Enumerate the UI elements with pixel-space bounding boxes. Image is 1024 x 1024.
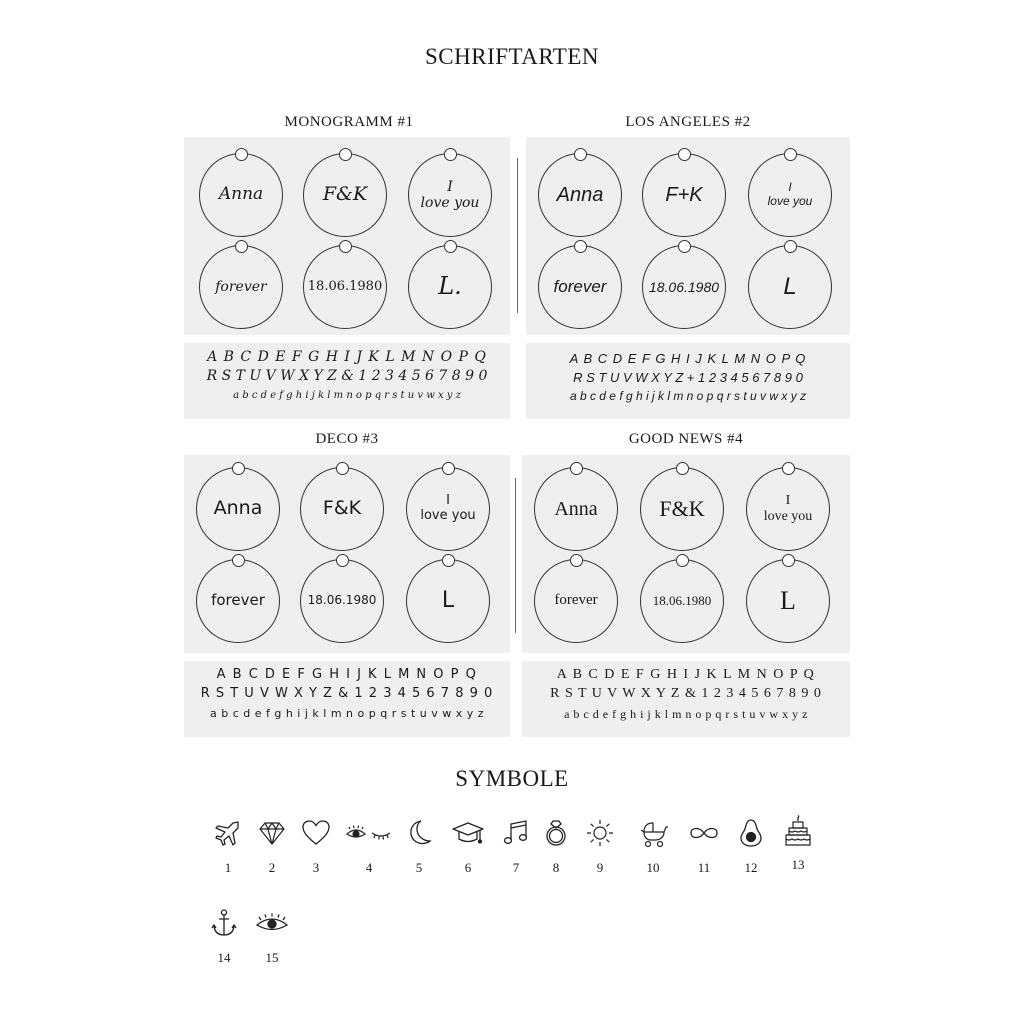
tag: L bbox=[746, 559, 830, 643]
tag: 18.06.1980 bbox=[642, 245, 726, 329]
font-panel-los-angeles bbox=[526, 137, 850, 335]
symbol-11: 11 bbox=[684, 818, 724, 876]
anchor-icon bbox=[209, 908, 239, 938]
symbol-8: 8 bbox=[536, 818, 576, 876]
eye-icon bbox=[254, 908, 290, 938]
music-note-icon bbox=[501, 818, 531, 848]
alphabet-monogramm: A B C D E F G H I J K L M N O P Q R S T U V W X Y Z & 1 2 3 4 5 6 7 8 9 0 a b c d e f g h i j k l m n o p q r s t u v w x y z bbox=[184, 343, 510, 419]
tag: forever bbox=[196, 559, 280, 643]
font-label-deco: DECO #3 bbox=[315, 431, 379, 447]
font-panel-deco bbox=[184, 455, 510, 653]
font-panel-good-news bbox=[522, 455, 850, 653]
font-label-good-news: GOOD NEWS #4 bbox=[628, 431, 744, 447]
tag: I love you bbox=[748, 153, 832, 237]
tag: Anna bbox=[538, 153, 622, 237]
symbols-title: SYMBOLE bbox=[455, 766, 569, 791]
font-label-los-angeles: LOS ANGELES #2 bbox=[625, 114, 751, 130]
tag: 18.06.1980 bbox=[303, 245, 387, 329]
tag: F&K bbox=[300, 467, 384, 551]
tag: forever bbox=[538, 245, 622, 329]
symbol-7: 7 bbox=[496, 818, 536, 876]
diamond-icon bbox=[257, 818, 287, 848]
symbol-2: 2 bbox=[252, 818, 292, 876]
tag: Anna bbox=[534, 467, 618, 551]
alphabet-los-angeles: A B C D E F G H I J K L M N O P Q R S T U V W X Y Z + 1 2 3 4 5 6 7 8 9 0 a b c d e f g h i j k l m n o p q r s t u v w x y z bbox=[526, 343, 850, 419]
tag: L bbox=[406, 559, 490, 643]
page-title: SCHRIFTARTEN bbox=[424, 44, 600, 69]
symbol-5: 5 bbox=[399, 818, 439, 876]
tag: F&K bbox=[303, 153, 387, 237]
divider bbox=[517, 158, 518, 313]
symbol-15: 15 bbox=[252, 908, 292, 966]
ring-icon bbox=[541, 818, 571, 848]
symbol-9: 9 bbox=[580, 818, 620, 876]
tag: forever bbox=[534, 559, 618, 643]
symbol-14: 14 bbox=[204, 908, 244, 966]
tag: L bbox=[748, 245, 832, 329]
tag: forever bbox=[199, 245, 283, 329]
tag: I love you bbox=[406, 467, 490, 551]
heart-icon bbox=[301, 818, 331, 848]
symbol-1: 1 bbox=[208, 818, 248, 876]
font-label-monogramm: MONOGRAMM #1 bbox=[284, 114, 414, 130]
tag: L. bbox=[408, 245, 492, 329]
tag: 18.06.1980 bbox=[640, 559, 724, 643]
tag: I love you bbox=[408, 153, 492, 237]
tag: F&K bbox=[640, 467, 724, 551]
tag: Anna bbox=[199, 153, 283, 237]
tag: 18.06.1980 bbox=[300, 559, 384, 643]
tag: Anna bbox=[196, 467, 280, 551]
symbol-13: 13 bbox=[778, 815, 818, 873]
symbol-3: 3 bbox=[296, 818, 336, 876]
symbol-6: 6 bbox=[448, 818, 488, 876]
sun-icon bbox=[585, 818, 615, 848]
avocado-icon bbox=[736, 818, 766, 848]
symbol-12: 12 bbox=[731, 818, 771, 876]
tag: I love you bbox=[746, 467, 830, 551]
alphabet-deco: A B C D E F G H I J K L M N O P Q R S T U V W X Y Z & 1 2 3 4 5 6 7 8 9 0 a b c d e f g h i j k l m n o p q r s t u v w x y z bbox=[184, 661, 510, 737]
graduation-cap-icon bbox=[451, 818, 485, 848]
alphabet-good-news: A B C D E F G H I J K L M N O P Q R S T U V W X Y Z & 1 2 3 4 5 6 7 8 9 0 a b c d e f g h i j k l m n o p q r s t u v w x y z bbox=[522, 661, 850, 737]
airplane-icon bbox=[213, 818, 243, 848]
infinity-icon bbox=[688, 818, 720, 848]
divider bbox=[515, 478, 516, 633]
baby-carriage-icon bbox=[638, 818, 668, 848]
cake-icon bbox=[783, 815, 813, 848]
eyes-icon bbox=[345, 818, 393, 848]
tag: F+K bbox=[642, 153, 726, 237]
font-panel-monogramm bbox=[184, 137, 510, 335]
symbol-4: 4 bbox=[345, 818, 393, 876]
symbol-10: 10 bbox=[633, 818, 673, 876]
moon-icon bbox=[404, 818, 434, 848]
